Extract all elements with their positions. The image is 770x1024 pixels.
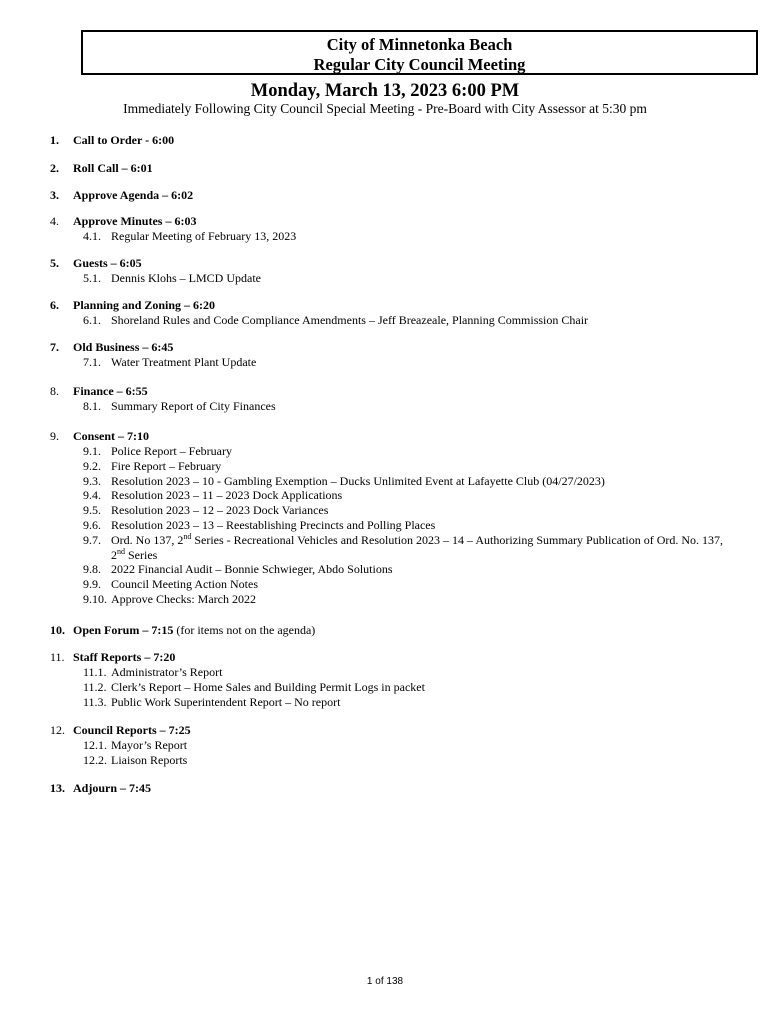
sub-item [83,503,733,518]
sub-item-text: Water Treatment Plant Update [111,355,257,369]
agenda-item-number: 10. [50,623,65,637]
title-box [81,30,758,75]
sub-item-number: 9.10. [83,591,107,606]
sub-items [83,444,733,607]
agenda-item-title: Open Forum – 7:15 [73,623,174,637]
sub-item-number: 9.4. [83,488,101,503]
agenda-item-number: 2. [50,161,59,175]
sub-item [83,518,733,533]
agenda-item-title: Planning and Zoning – 6:20 [73,298,216,312]
sub-item-text: Resolution 2023 – 10 - Gambling Exemption – Ducks Unlimited Event at Lafayette Club (04/27/2023) [111,473,605,488]
agenda-item-number: 4. [50,214,59,228]
sub-item-number: 9.7. [83,532,101,547]
page-number: 1 of 138 [366,976,404,987]
agenda-item-title: Approve Agenda – 6:02 [73,188,194,202]
agenda-item-number: 8. [50,384,59,398]
sub-item-number: 9.5. [83,503,101,518]
sub-item [83,355,733,370]
sub-item [83,665,733,680]
sub-item-text: Liaison Reports [111,752,188,767]
city-name: City of Minnetonka Beach [326,35,513,54]
sub-item-number: 9.8. [83,562,101,577]
sub-item-text: Shoreland Rules and Code Compliance Amendments – Jeff Breazeale, Planning Commission Chair [111,313,589,327]
sub-item-text: Dennis Klohs – LMCD Update [111,271,261,285]
sub-item-text: Clerk’s Report – Home Sales and Building Permit Logs in packet [111,679,425,694]
agenda-item-title: Council Reports – 7:25 [73,723,191,737]
sub-item-number: 9.3. [83,473,101,488]
sub-item-text-part: Series [125,547,158,562]
sub-items [83,271,733,286]
sub-item [83,680,733,695]
sub-item-text: Approve Checks: March 2022 [111,591,256,606]
sub-item-text: Public Work Superintendent Report – No report [111,694,341,709]
sub-item-text-part: Ord. No 137, 2 [111,532,184,547]
sub-item-text: Council Meeting Action Notes [111,577,258,592]
agenda-item-number: 13. [50,781,65,795]
sub-items [83,355,733,370]
ordinal-suffix: nd [117,546,125,556]
agenda-item-title: Consent – 7:10 [73,429,150,443]
agenda-item-heading [73,623,315,638]
sub-item-number: 5.1. [83,271,101,285]
sub-item [83,488,733,503]
sub-items [83,738,733,768]
sub-item-number: 8.1. [83,399,101,413]
sub-item [83,271,733,286]
sub-item [83,753,733,768]
sub-item [83,562,733,577]
sub-item-number: 9.2. [83,458,101,473]
sub-item-text: Resolution 2023 – 12 – 2023 Dock Variances [111,503,329,518]
sub-item-number: 9.9. [83,577,101,592]
agenda-item-number: 3. [50,188,59,202]
agenda-item-number: 5. [50,256,59,270]
agenda-item-title: Adjourn – 7:45 [73,781,152,795]
sub-item-number: 11.2. [83,679,107,694]
agenda-item-title: Approve Minutes – 6:03 [73,214,197,228]
sub-item-number: 12.1. [83,738,107,752]
agenda-item-number: 6. [50,298,59,312]
meeting-subtitle: Immediately Following City Council Special Meeting - Pre-Board with City Assessor at 5:30 pm [123,101,647,116]
agenda-item-title: Finance – 6:55 [73,384,148,398]
agenda-item-title: Old Business – 6:45 [73,340,174,354]
sub-item [83,474,733,489]
sub-item [83,313,733,328]
sub-item-text: Mayor’s Report [111,738,188,752]
sub-item-text: Regular Meeting of February 13, 2023 [111,229,297,243]
agenda-item-title: Guests – 6:05 [73,256,142,270]
agenda-item-number: 12. [50,723,65,737]
sub-item [83,695,733,710]
agenda-item-number: 9. [50,429,59,443]
sub-item-text: Resolution 2023 – 13 – Reestablishing Precincts and Polling Places [111,517,436,532]
sub-item [83,533,733,563]
sub-item [83,229,733,244]
agenda-item-title: Call to Order - 6:00 [73,133,175,147]
agenda-item-number: 1. [50,133,59,147]
sub-items [83,665,733,709]
sub-items [83,313,733,328]
agenda-item-number: 7. [50,340,59,354]
sub-item-text: 2022 Financial Audit – Bonnie Schwieger, Abdo Solutions [111,562,393,577]
sub-item-number: 11.1. [83,665,107,679]
sub-items [83,399,733,414]
sub-item-number: 9.1. [83,444,101,458]
sub-item [83,738,733,753]
meeting-name: Regular City Council Meeting [313,55,526,74]
sub-item-text [111,533,731,563]
agenda-item-note: (for items not on the agenda) [173,623,316,637]
meeting-date: Monday, March 13, 2023 6:00 PM [250,81,520,101]
sub-item-number: 9.6. [83,517,101,532]
sub-item-number: 7.1. [83,355,101,369]
sub-item [83,592,733,607]
agenda-item-number: 11. [50,650,65,664]
sub-item-number: 4.1. [83,229,101,243]
sub-item [83,459,733,474]
sub-item-text: Summary Report of City Finances [111,399,276,413]
sub-item-number: 12.2. [83,752,107,767]
sub-item [83,577,733,592]
sub-item-number: 6.1. [83,313,101,327]
sub-item [83,399,733,414]
agenda-item-title: Staff Reports – 7:20 [73,650,176,664]
sub-item-text: Administrator’s Report [111,665,223,679]
sub-item [83,444,733,459]
sub-item-number: 11.3. [83,694,107,709]
sub-item-text-part: Series - Recreational Vehicles and Resolution 2023 – 14 – Authorizing Summary Publication of Ord. No. 137, 2 [111,532,724,562]
agenda-item-title: Roll Call – 6:01 [73,161,153,175]
sub-item-text: Police Report – February [111,444,232,458]
ordinal-suffix: nd [183,531,192,541]
sub-item-text: Fire Report – February [111,458,222,473]
sub-item-text: Resolution 2023 – 11 – 2023 Dock Applications [111,488,343,503]
sub-items [83,229,733,244]
